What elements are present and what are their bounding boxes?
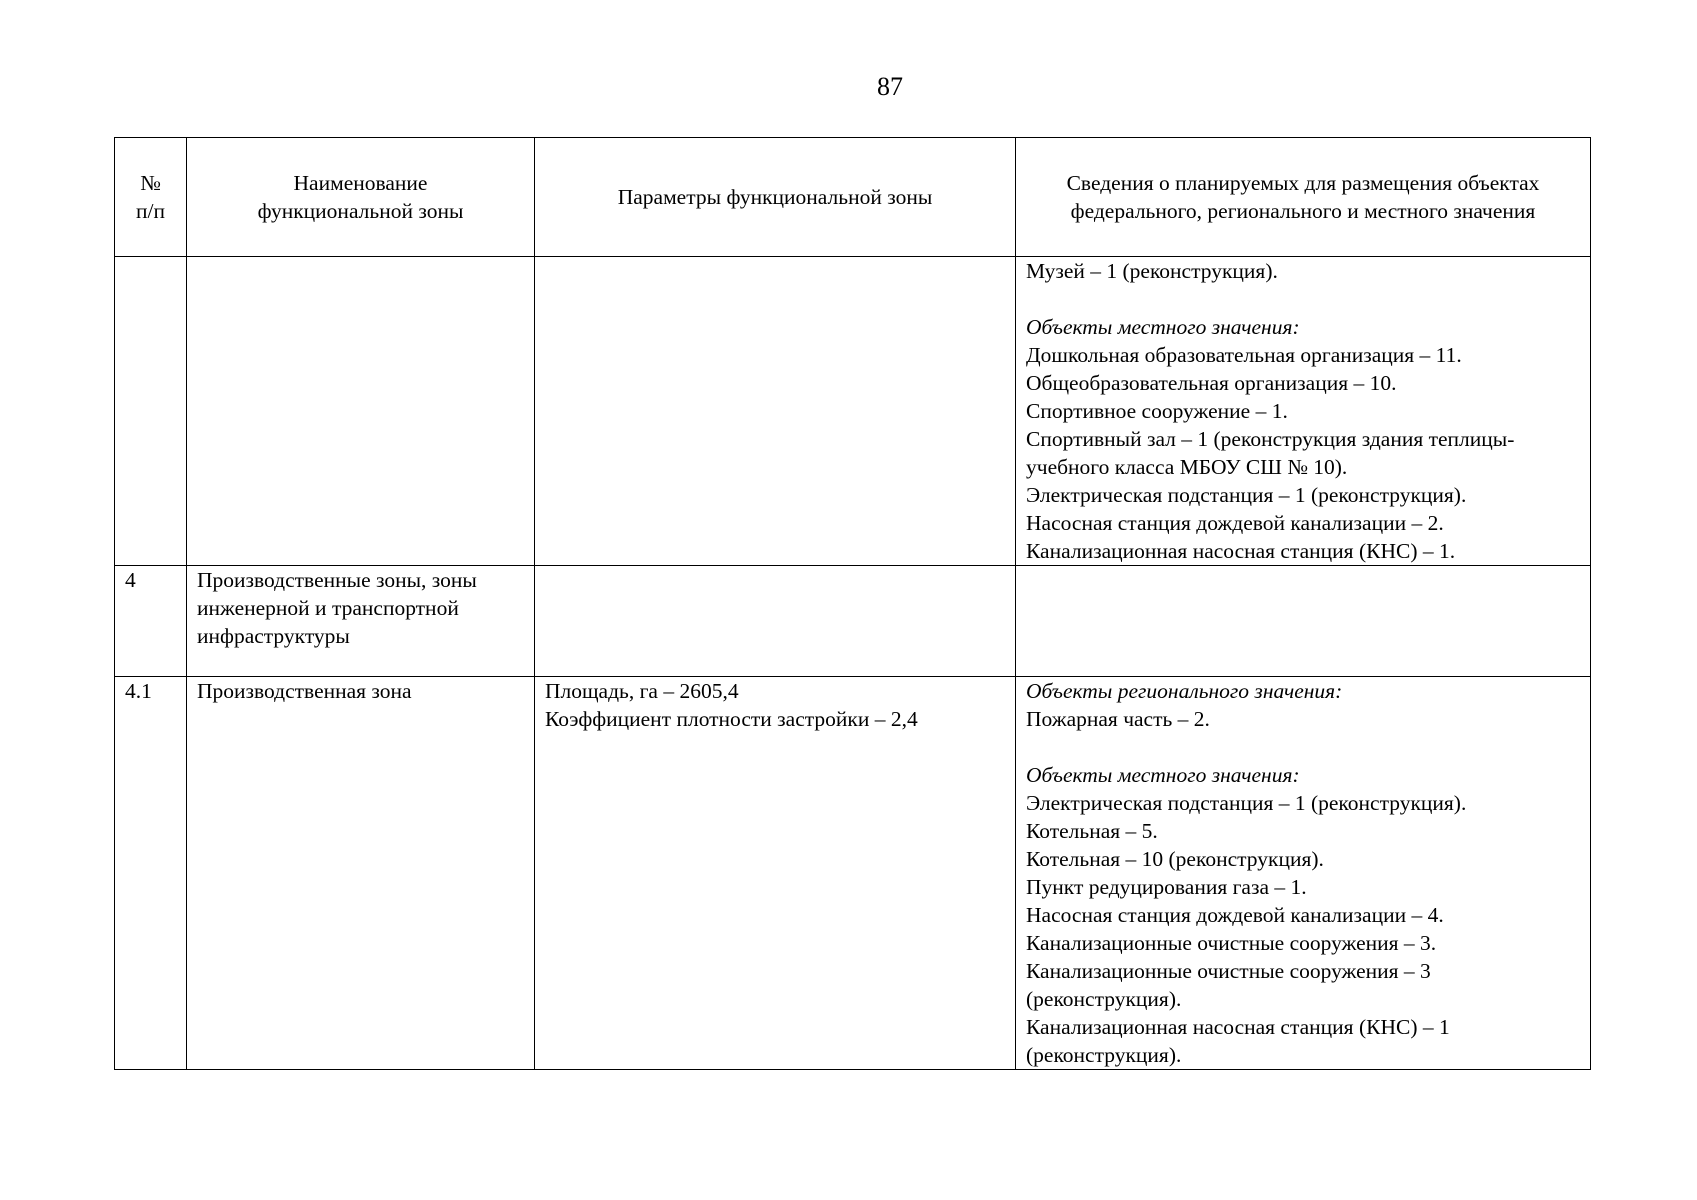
object-item: Котельная – 10 (реконструкция). <box>1026 847 1324 871</box>
object-item: Спортивный зал – 1 (реконструкция здания теплицы-учебного класса МБОУ СШ № 10). <box>1026 427 1515 479</box>
local-objects-heading: Объекты местного значения: <box>1026 315 1300 339</box>
object-item: Общеобразовательная организация – 10. <box>1026 371 1397 395</box>
header-zone-name-line: Наименование <box>293 171 428 195</box>
cell-num: 4 <box>115 566 187 677</box>
object-item: Электрическая подстанция – 1 (реконструкция). <box>1026 483 1467 507</box>
header-num <box>115 138 187 257</box>
object-item: Музей – 1 (реконструкция). <box>1026 259 1278 283</box>
table-row-continued <box>115 257 1591 566</box>
header-zone-name-line: функциональной зоны <box>257 199 464 223</box>
object-item: Пункт редуцирования газа – 1. <box>1026 875 1307 899</box>
cell-zone-name <box>187 257 535 566</box>
regional-objects-heading: Объекты регионального значения: <box>1026 679 1343 703</box>
object-item: Насосная станция дождевой канализации – 4. <box>1026 903 1444 927</box>
spacer <box>1026 733 1580 761</box>
header-zone-name <box>187 138 535 257</box>
header-num-line: № <box>140 171 161 195</box>
local-objects-heading: Объекты местного значения: <box>1026 763 1300 787</box>
spacer <box>1026 285 1580 313</box>
object-item: Канализационная насосная станция (КНС) – 1. <box>1026 539 1456 563</box>
header-zone-params-text: Параметры функциональной зоны <box>617 185 933 209</box>
header-planned-objects-line: Сведения о планируемых для размещения объектах <box>1066 171 1540 195</box>
param-item: Площадь, га – 2605,4 <box>545 679 739 703</box>
object-item: Канализационная насосная станция (КНС) – 1 (реконструкция). <box>1026 1015 1450 1067</box>
cell-num: 4.1 <box>115 677 187 1070</box>
cell-planned-objects <box>1016 566 1591 677</box>
page-number: 87 <box>877 72 903 101</box>
functional-zones-table <box>114 137 1591 1070</box>
object-item: Пожарная часть – 2. <box>1026 707 1210 731</box>
object-item: Котельная – 5. <box>1026 819 1158 843</box>
cell-zone-params <box>535 677 1016 1070</box>
header-num-line: п/п <box>136 199 165 223</box>
object-item: Спортивное сооружение – 1. <box>1026 399 1288 423</box>
cell-planned-objects <box>1016 257 1591 566</box>
object-item: Электрическая подстанция – 1 (реконструкция). <box>1026 791 1467 815</box>
cell-zone-params <box>535 257 1016 566</box>
cell-zone-name: Производственные зоны, зоны инженерной и транспортной инфраструктуры <box>187 566 535 677</box>
object-item: Канализационные очистные сооружения – 3. <box>1026 931 1437 955</box>
header-zone-params <box>535 138 1016 257</box>
cell-zone-params <box>535 566 1016 677</box>
object-item: Насосная станция дождевой канализации – 2. <box>1026 511 1444 535</box>
param-item: Коэффициент плотности застройки – 2,4 <box>545 707 918 731</box>
cell-num <box>115 257 187 566</box>
header-planned-objects <box>1016 138 1591 257</box>
table-row-section-4 <box>115 566 1591 677</box>
header-planned-objects-line: федерального, регионального и местного значения <box>1070 199 1536 223</box>
table-header-row <box>115 138 1591 257</box>
object-item: Канализационные очистные сооружения – 3 (реконструкция). <box>1026 959 1431 1011</box>
cell-zone-name: Производственная зона <box>187 677 535 1070</box>
cell-planned-objects <box>1016 677 1591 1070</box>
object-item: Дошкольная образовательная организация – 11. <box>1026 343 1462 367</box>
table-row-4-1 <box>115 677 1591 1070</box>
